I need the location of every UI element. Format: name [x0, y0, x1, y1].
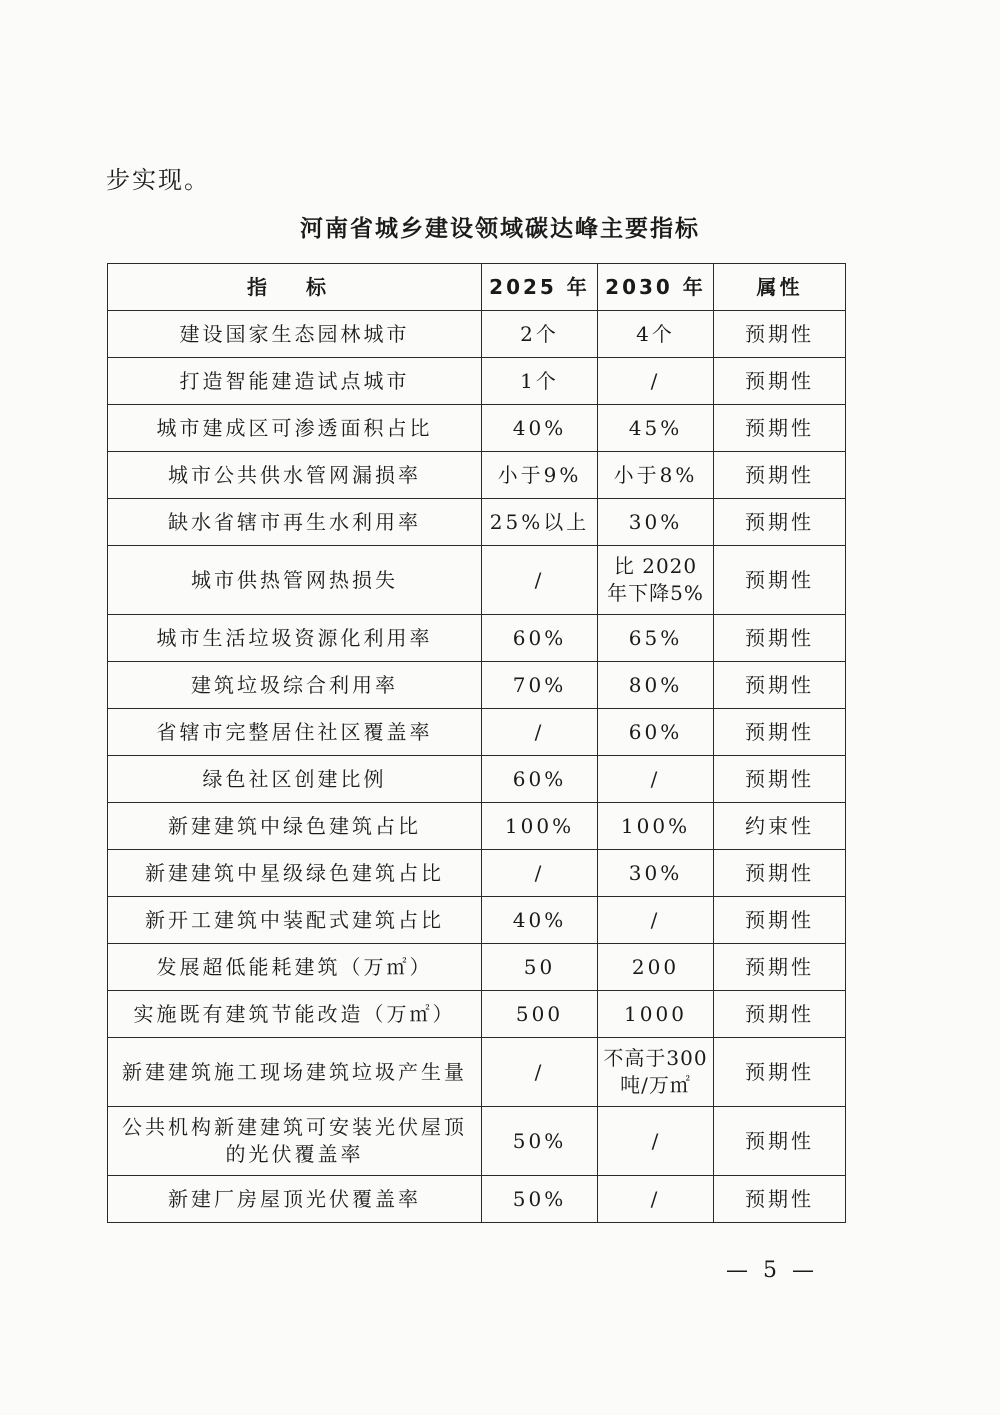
cell-2025: 60% [482, 756, 598, 803]
table-row [108, 756, 846, 803]
cell-indicator: 新建建筑中绿色建筑占比 [108, 803, 482, 850]
table-row [108, 615, 846, 662]
cell-2030: 80% [598, 662, 714, 709]
header-2030: 2030 年 [598, 264, 714, 311]
cell-indicator: 建设国家生态园林城市 [108, 311, 482, 358]
cell-2030: / [598, 897, 714, 944]
cell-indicator: 缺水省辖市再生水利用率 [108, 499, 482, 546]
cell-indicator: 城市供热管网热损失 [108, 546, 482, 615]
cell-attribute: 预期性 [714, 499, 846, 546]
cell-2030: / [598, 1176, 714, 1223]
table-row [108, 1038, 846, 1107]
cell-2025: / [482, 546, 598, 615]
cell-indicator: 打造智能建造试点城市 [108, 358, 482, 405]
cell-indicator: 公共机构新建建筑可安装光伏屋顶的光伏覆盖率 [108, 1107, 482, 1176]
cell-2025: 50% [482, 1176, 598, 1223]
cell-2030: / [598, 756, 714, 803]
table-row [108, 709, 846, 756]
cell-attribute: 预期性 [714, 358, 846, 405]
cell-2030: 4个 [598, 311, 714, 358]
cell-attribute: 预期性 [714, 991, 846, 1038]
cell-attribute: 预期性 [714, 662, 846, 709]
cell-2030: 65% [598, 615, 714, 662]
table-body [108, 311, 846, 1223]
cell-indicator: 城市公共供水管网漏损率 [108, 452, 482, 499]
header-2025: 2025 年 [482, 264, 598, 311]
cell-2030: 30% [598, 850, 714, 897]
cell-indicator: 省辖市完整居住社区覆盖率 [108, 709, 482, 756]
cell-2030: 200 [598, 944, 714, 991]
cell-attribute: 预期性 [714, 405, 846, 452]
cell-2030: 45% [598, 405, 714, 452]
cell-indicator: 城市生活垃圾资源化利用率 [108, 615, 482, 662]
indicator-table [107, 263, 846, 1223]
cell-attribute: 预期性 [714, 897, 846, 944]
cell-attribute: 预期性 [714, 1038, 846, 1107]
cell-2025: / [482, 709, 598, 756]
cell-indicator: 新开工建筑中装配式建筑占比 [108, 897, 482, 944]
table-row [108, 897, 846, 944]
cell-indicator: 发展超低能耗建筑（万㎡） [108, 944, 482, 991]
table-row [108, 944, 846, 991]
cell-2030: 比 2020 年下降5% [598, 546, 714, 615]
cell-indicator: 实施既有建筑节能改造（万㎡） [108, 991, 482, 1038]
cell-2025: 500 [482, 991, 598, 1038]
cell-indicator: 新建建筑中星级绿色建筑占比 [108, 850, 482, 897]
cell-indicator: 新建厂房屋顶光伏覆盖率 [108, 1176, 482, 1223]
cell-attribute: 预期性 [714, 756, 846, 803]
table-row [108, 1107, 846, 1176]
header-indicator: 指 标 [108, 264, 482, 311]
cell-attribute: 预期性 [714, 311, 846, 358]
cell-2025: 100% [482, 803, 598, 850]
table-row [108, 499, 846, 546]
cell-attribute: 预期性 [714, 452, 846, 499]
table-row [108, 803, 846, 850]
cell-2030: / [598, 1107, 714, 1176]
cell-2030: 小于8% [598, 452, 714, 499]
table-row [108, 311, 846, 358]
table-header-row [108, 264, 846, 311]
table-row [108, 662, 846, 709]
cell-attribute: 预期性 [714, 615, 846, 662]
cell-2025: 小于9% [482, 452, 598, 499]
cell-2025: 50% [482, 1107, 598, 1176]
cell-attribute: 预期性 [714, 1176, 846, 1223]
cell-2025: / [482, 1038, 598, 1107]
table-row [108, 405, 846, 452]
cell-2025: 2个 [482, 311, 598, 358]
cell-2025: 60% [482, 615, 598, 662]
cell-attribute: 预期性 [714, 709, 846, 756]
cell-2025: 25%以上 [482, 499, 598, 546]
table-row [108, 358, 846, 405]
table-row [108, 1176, 846, 1223]
cell-attribute: 预期性 [714, 546, 846, 615]
cell-attribute: 预期性 [714, 850, 846, 897]
cell-2030: 30% [598, 499, 714, 546]
cell-2025: 1个 [482, 358, 598, 405]
cell-indicator: 新建建筑施工现场建筑垃圾产生量 [108, 1038, 482, 1107]
cell-attribute: 约束性 [714, 803, 846, 850]
table-title: 河南省城乡建设领域碳达峰主要指标 [300, 216, 700, 242]
cell-indicator: 绿色社区创建比例 [108, 756, 482, 803]
cell-indicator: 建筑垃圾综合利用率 [108, 662, 482, 709]
cell-2025: / [482, 850, 598, 897]
cell-2030: 不高于300吨/万㎡ [598, 1038, 714, 1107]
cell-indicator: 城市建成区可渗透面积占比 [108, 405, 482, 452]
cell-2025: 40% [482, 897, 598, 944]
header-attribute: 属性 [714, 264, 846, 311]
cell-2030: 60% [598, 709, 714, 756]
cell-2025: 70% [482, 662, 598, 709]
cell-attribute: 预期性 [714, 944, 846, 991]
table-row [108, 850, 846, 897]
table-row [108, 452, 846, 499]
intro-text: 步实现。 [106, 166, 210, 194]
table-row [108, 546, 846, 615]
page-number: — 5 — [726, 1258, 818, 1283]
cell-2025: 50 [482, 944, 598, 991]
cell-2030: / [598, 358, 714, 405]
cell-attribute: 预期性 [714, 1107, 846, 1176]
cell-2030: 100% [598, 803, 714, 850]
table-row [108, 991, 846, 1038]
cell-2030: 1000 [598, 991, 714, 1038]
cell-2025: 40% [482, 405, 598, 452]
